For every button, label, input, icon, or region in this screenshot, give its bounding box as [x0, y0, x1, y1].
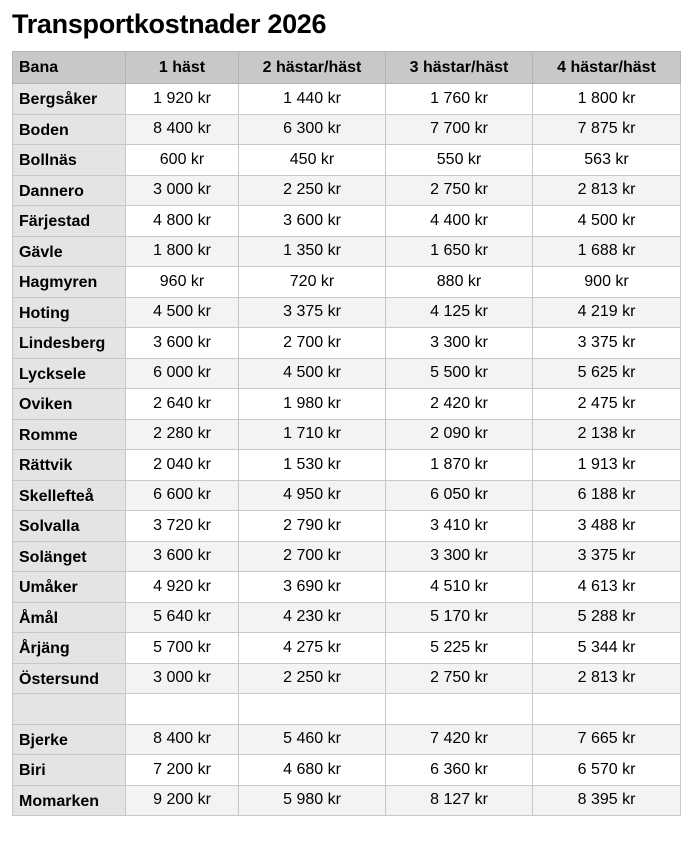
column-header-3-hastar[interactable]: 3 hästar/häst	[386, 52, 533, 84]
cell-cost-4-hast[interactable]: 6 188 kr	[533, 480, 681, 511]
cell-cost-2-hast[interactable]: 2 250 kr	[239, 175, 386, 206]
cell-cost-2-hast[interactable]: 6 300 kr	[239, 114, 386, 145]
cell-cost-1-hast[interactable]: 5 700 kr	[126, 633, 239, 664]
cell-cost-3-hast[interactable]: 1 760 kr	[386, 84, 533, 115]
cell-cost-3-hast[interactable]: 4 510 kr	[386, 572, 533, 603]
cell-cost-2-hast[interactable]: 1 710 kr	[239, 419, 386, 450]
cell-cost-2-hast[interactable]: 4 950 kr	[239, 480, 386, 511]
cell-cost-2-hast[interactable]: 4 230 kr	[239, 602, 386, 633]
table-row	[13, 297, 681, 328]
table-row	[13, 358, 681, 389]
cell-bana[interactable]: Boden	[13, 114, 126, 145]
cell-bana[interactable]: Umåker	[13, 572, 126, 603]
cell-cost-3-hast[interactable]: 2 750 kr	[386, 175, 533, 206]
cell-cost-3-hast[interactable]: 1 650 kr	[386, 236, 533, 267]
cell-bana[interactable]: Momarken	[13, 785, 126, 816]
cell-cost-4-hast[interactable]: 2 475 kr	[533, 389, 681, 420]
cell-cost-4-hast[interactable]: 7 665 kr	[533, 724, 681, 755]
cell-cost-1-hast[interactable]: 6 600 kr	[126, 480, 239, 511]
table-row	[13, 724, 681, 755]
cell-bana[interactable]: Romme	[13, 419, 126, 450]
table-row	[13, 236, 681, 267]
cell-cost-2-hast[interactable]: 4 680 kr	[239, 755, 386, 786]
cell-cost-4-hast[interactable]: 1 800 kr	[533, 84, 681, 115]
cell-bana[interactable]: Hoting	[13, 297, 126, 328]
column-header-4-hastar[interactable]: 4 hästar/häst	[533, 52, 681, 84]
cell-cost-1-hast[interactable]: 3 000 kr	[126, 663, 239, 694]
header-row	[13, 52, 681, 84]
cell-cost-3-hast[interactable]	[386, 694, 533, 725]
cell-cost-4-hast[interactable]: 3 375 kr	[533, 541, 681, 572]
cell-cost-2-hast[interactable]: 1 980 kr	[239, 389, 386, 420]
transport-cost-table	[12, 51, 681, 816]
table-body	[13, 84, 681, 816]
cell-cost-2-hast[interactable]: 5 980 kr	[239, 785, 386, 816]
cell-cost-4-hast[interactable]: 2 813 kr	[533, 175, 681, 206]
table-row	[13, 541, 681, 572]
cell-cost-2-hast[interactable]: 1 350 kr	[239, 236, 386, 267]
table-row	[13, 480, 681, 511]
cell-cost-1-hast[interactable]: 3 600 kr	[126, 541, 239, 572]
cell-bana[interactable]: Färjestad	[13, 206, 126, 237]
cell-cost-1-hast[interactable]: 8 400 kr	[126, 724, 239, 755]
cell-cost-1-hast[interactable]: 2 040 kr	[126, 450, 239, 481]
cell-cost-4-hast[interactable]: 2 813 kr	[533, 663, 681, 694]
cell-cost-3-hast[interactable]: 5 225 kr	[386, 633, 533, 664]
cell-cost-2-hast[interactable]: 2 700 kr	[239, 541, 386, 572]
cell-cost-1-hast[interactable]: 6 000 kr	[126, 358, 239, 389]
cell-cost-2-hast[interactable]: 4 500 kr	[239, 358, 386, 389]
cell-cost-4-hast[interactable]: 4 500 kr	[533, 206, 681, 237]
cell-cost-1-hast[interactable]: 960 kr	[126, 267, 239, 298]
cell-cost-3-hast[interactable]: 2 750 kr	[386, 663, 533, 694]
cell-bana[interactable]: Bollnäs	[13, 145, 126, 176]
cell-cost-4-hast[interactable]	[533, 694, 681, 725]
column-header-1-hast[interactable]: 1 häst	[126, 52, 239, 84]
cell-cost-3-hast[interactable]: 4 400 kr	[386, 206, 533, 237]
table-row	[13, 114, 681, 145]
cell-cost-4-hast[interactable]: 5 344 kr	[533, 633, 681, 664]
cell-bana[interactable]: Hagmyren	[13, 267, 126, 298]
table-row	[13, 206, 681, 237]
cell-bana[interactable]: Bergsåker	[13, 84, 126, 115]
cell-cost-4-hast[interactable]: 6 570 kr	[533, 755, 681, 786]
cell-cost-1-hast[interactable]: 4 500 kr	[126, 297, 239, 328]
cell-bana[interactable]: Lindesberg	[13, 328, 126, 359]
cell-cost-1-hast[interactable]: 4 800 kr	[126, 206, 239, 237]
cell-bana[interactable]: Biri	[13, 755, 126, 786]
cell-cost-1-hast[interactable]: 7 200 kr	[126, 755, 239, 786]
cell-cost-2-hast[interactable]: 450 kr	[239, 145, 386, 176]
cell-bana[interactable]: Årjäng	[13, 633, 126, 664]
cell-cost-1-hast[interactable]: 600 kr	[126, 145, 239, 176]
cell-cost-3-hast[interactable]: 3 300 kr	[386, 541, 533, 572]
cell-cost-1-hast[interactable]	[126, 694, 239, 725]
cell-bana[interactable]	[13, 694, 126, 725]
cell-cost-1-hast[interactable]: 2 640 kr	[126, 389, 239, 420]
cell-cost-3-hast[interactable]: 2 090 kr	[386, 419, 533, 450]
cell-cost-1-hast[interactable]: 3 720 kr	[126, 511, 239, 542]
cell-bana[interactable]: Solvalla	[13, 511, 126, 542]
cell-cost-3-hast[interactable]: 3 300 kr	[386, 328, 533, 359]
table-row-empty	[13, 694, 681, 725]
cell-cost-1-hast[interactable]: 4 920 kr	[126, 572, 239, 603]
cell-bana[interactable]: Lycksele	[13, 358, 126, 389]
table-row	[13, 755, 681, 786]
table-row	[13, 785, 681, 816]
cell-cost-2-hast[interactable]: 3 375 kr	[239, 297, 386, 328]
cell-cost-4-hast[interactable]: 1 688 kr	[533, 236, 681, 267]
cell-cost-1-hast[interactable]: 9 200 kr	[126, 785, 239, 816]
cell-cost-3-hast[interactable]: 880 kr	[386, 267, 533, 298]
table-row	[13, 267, 681, 298]
cell-cost-4-hast[interactable]: 5 288 kr	[533, 602, 681, 633]
cell-cost-1-hast[interactable]: 3 000 kr	[126, 175, 239, 206]
cell-cost-1-hast[interactable]: 3 600 kr	[126, 328, 239, 359]
table-row	[13, 419, 681, 450]
cell-cost-1-hast[interactable]: 2 280 kr	[126, 419, 239, 450]
cell-bana[interactable]: Oviken	[13, 389, 126, 420]
table-row	[13, 511, 681, 542]
cell-bana[interactable]: Gävle	[13, 236, 126, 267]
cell-cost-3-hast[interactable]: 1 870 kr	[386, 450, 533, 481]
cell-cost-3-hast[interactable]: 5 170 kr	[386, 602, 533, 633]
cell-cost-1-hast[interactable]: 1 920 kr	[126, 84, 239, 115]
cell-cost-4-hast[interactable]: 8 395 kr	[533, 785, 681, 816]
cell-cost-2-hast[interactable]: 1 530 kr	[239, 450, 386, 481]
cell-cost-1-hast[interactable]: 8 400 kr	[126, 114, 239, 145]
cell-cost-4-hast[interactable]: 1 913 kr	[533, 450, 681, 481]
cell-cost-4-hast[interactable]: 563 kr	[533, 145, 681, 176]
cell-cost-3-hast[interactable]: 3 410 kr	[386, 511, 533, 542]
cell-bana[interactable]: Åmål	[13, 602, 126, 633]
cell-cost-4-hast[interactable]: 3 488 kr	[533, 511, 681, 542]
cell-cost-3-hast[interactable]: 6 050 kr	[386, 480, 533, 511]
cell-cost-3-hast[interactable]: 5 500 kr	[386, 358, 533, 389]
cell-bana[interactable]: Bjerke	[13, 724, 126, 755]
cell-bana[interactable]: Skellefteå	[13, 480, 126, 511]
cell-cost-4-hast[interactable]: 5 625 kr	[533, 358, 681, 389]
page-title: Transportkostnader 2026	[12, 9, 327, 39]
cell-cost-4-hast[interactable]: 4 613 kr	[533, 572, 681, 603]
cell-cost-1-hast[interactable]: 1 800 kr	[126, 236, 239, 267]
cell-cost-3-hast[interactable]: 7 420 kr	[386, 724, 533, 755]
cell-cost-4-hast[interactable]: 7 875 kr	[533, 114, 681, 145]
cell-cost-2-hast[interactable]: 5 460 kr	[239, 724, 386, 755]
cell-bana[interactable]: Rättvik	[13, 450, 126, 481]
cell-cost-4-hast[interactable]: 4 219 kr	[533, 297, 681, 328]
table-row	[13, 602, 681, 633]
cell-cost-4-hast[interactable]: 900 kr	[533, 267, 681, 298]
cell-cost-2-hast[interactable]: 3 600 kr	[239, 206, 386, 237]
cell-cost-3-hast[interactable]: 4 125 kr	[386, 297, 533, 328]
table-row	[13, 450, 681, 481]
table-row	[13, 328, 681, 359]
cell-cost-2-hast[interactable]: 2 250 kr	[239, 663, 386, 694]
cell-cost-2-hast[interactable]: 720 kr	[239, 267, 386, 298]
cell-bana[interactable]: Östersund	[13, 663, 126, 694]
table-row	[13, 145, 681, 176]
column-header-2-hastar[interactable]: 2 hästar/häst	[239, 52, 386, 84]
table-row	[13, 84, 681, 115]
cell-cost-2-hast[interactable]: 4 275 kr	[239, 633, 386, 664]
column-header-bana[interactable]: Bana	[13, 52, 126, 84]
cell-bana[interactable]: Dannero	[13, 175, 126, 206]
cell-cost-2-hast[interactable]: 2 790 kr	[239, 511, 386, 542]
cell-cost-3-hast[interactable]: 7 700 kr	[386, 114, 533, 145]
cell-cost-2-hast[interactable]: 3 690 kr	[239, 572, 386, 603]
table-row	[13, 663, 681, 694]
cell-cost-2-hast[interactable]	[239, 694, 386, 725]
cell-cost-2-hast[interactable]: 1 440 kr	[239, 84, 386, 115]
cell-cost-3-hast[interactable]: 2 420 kr	[386, 389, 533, 420]
cell-bana[interactable]: Solänget	[13, 541, 126, 572]
table-row	[13, 633, 681, 664]
table-row	[13, 572, 681, 603]
table-row	[13, 175, 681, 206]
cell-cost-1-hast[interactable]: 5 640 kr	[126, 602, 239, 633]
cell-cost-4-hast[interactable]: 3 375 kr	[533, 328, 681, 359]
cell-cost-2-hast[interactable]: 2 700 kr	[239, 328, 386, 359]
cell-cost-4-hast[interactable]: 2 138 kr	[533, 419, 681, 450]
cell-cost-3-hast[interactable]: 6 360 kr	[386, 755, 533, 786]
cell-cost-3-hast[interactable]: 8 127 kr	[386, 785, 533, 816]
table-row	[13, 389, 681, 420]
cell-cost-3-hast[interactable]: 550 kr	[386, 145, 533, 176]
